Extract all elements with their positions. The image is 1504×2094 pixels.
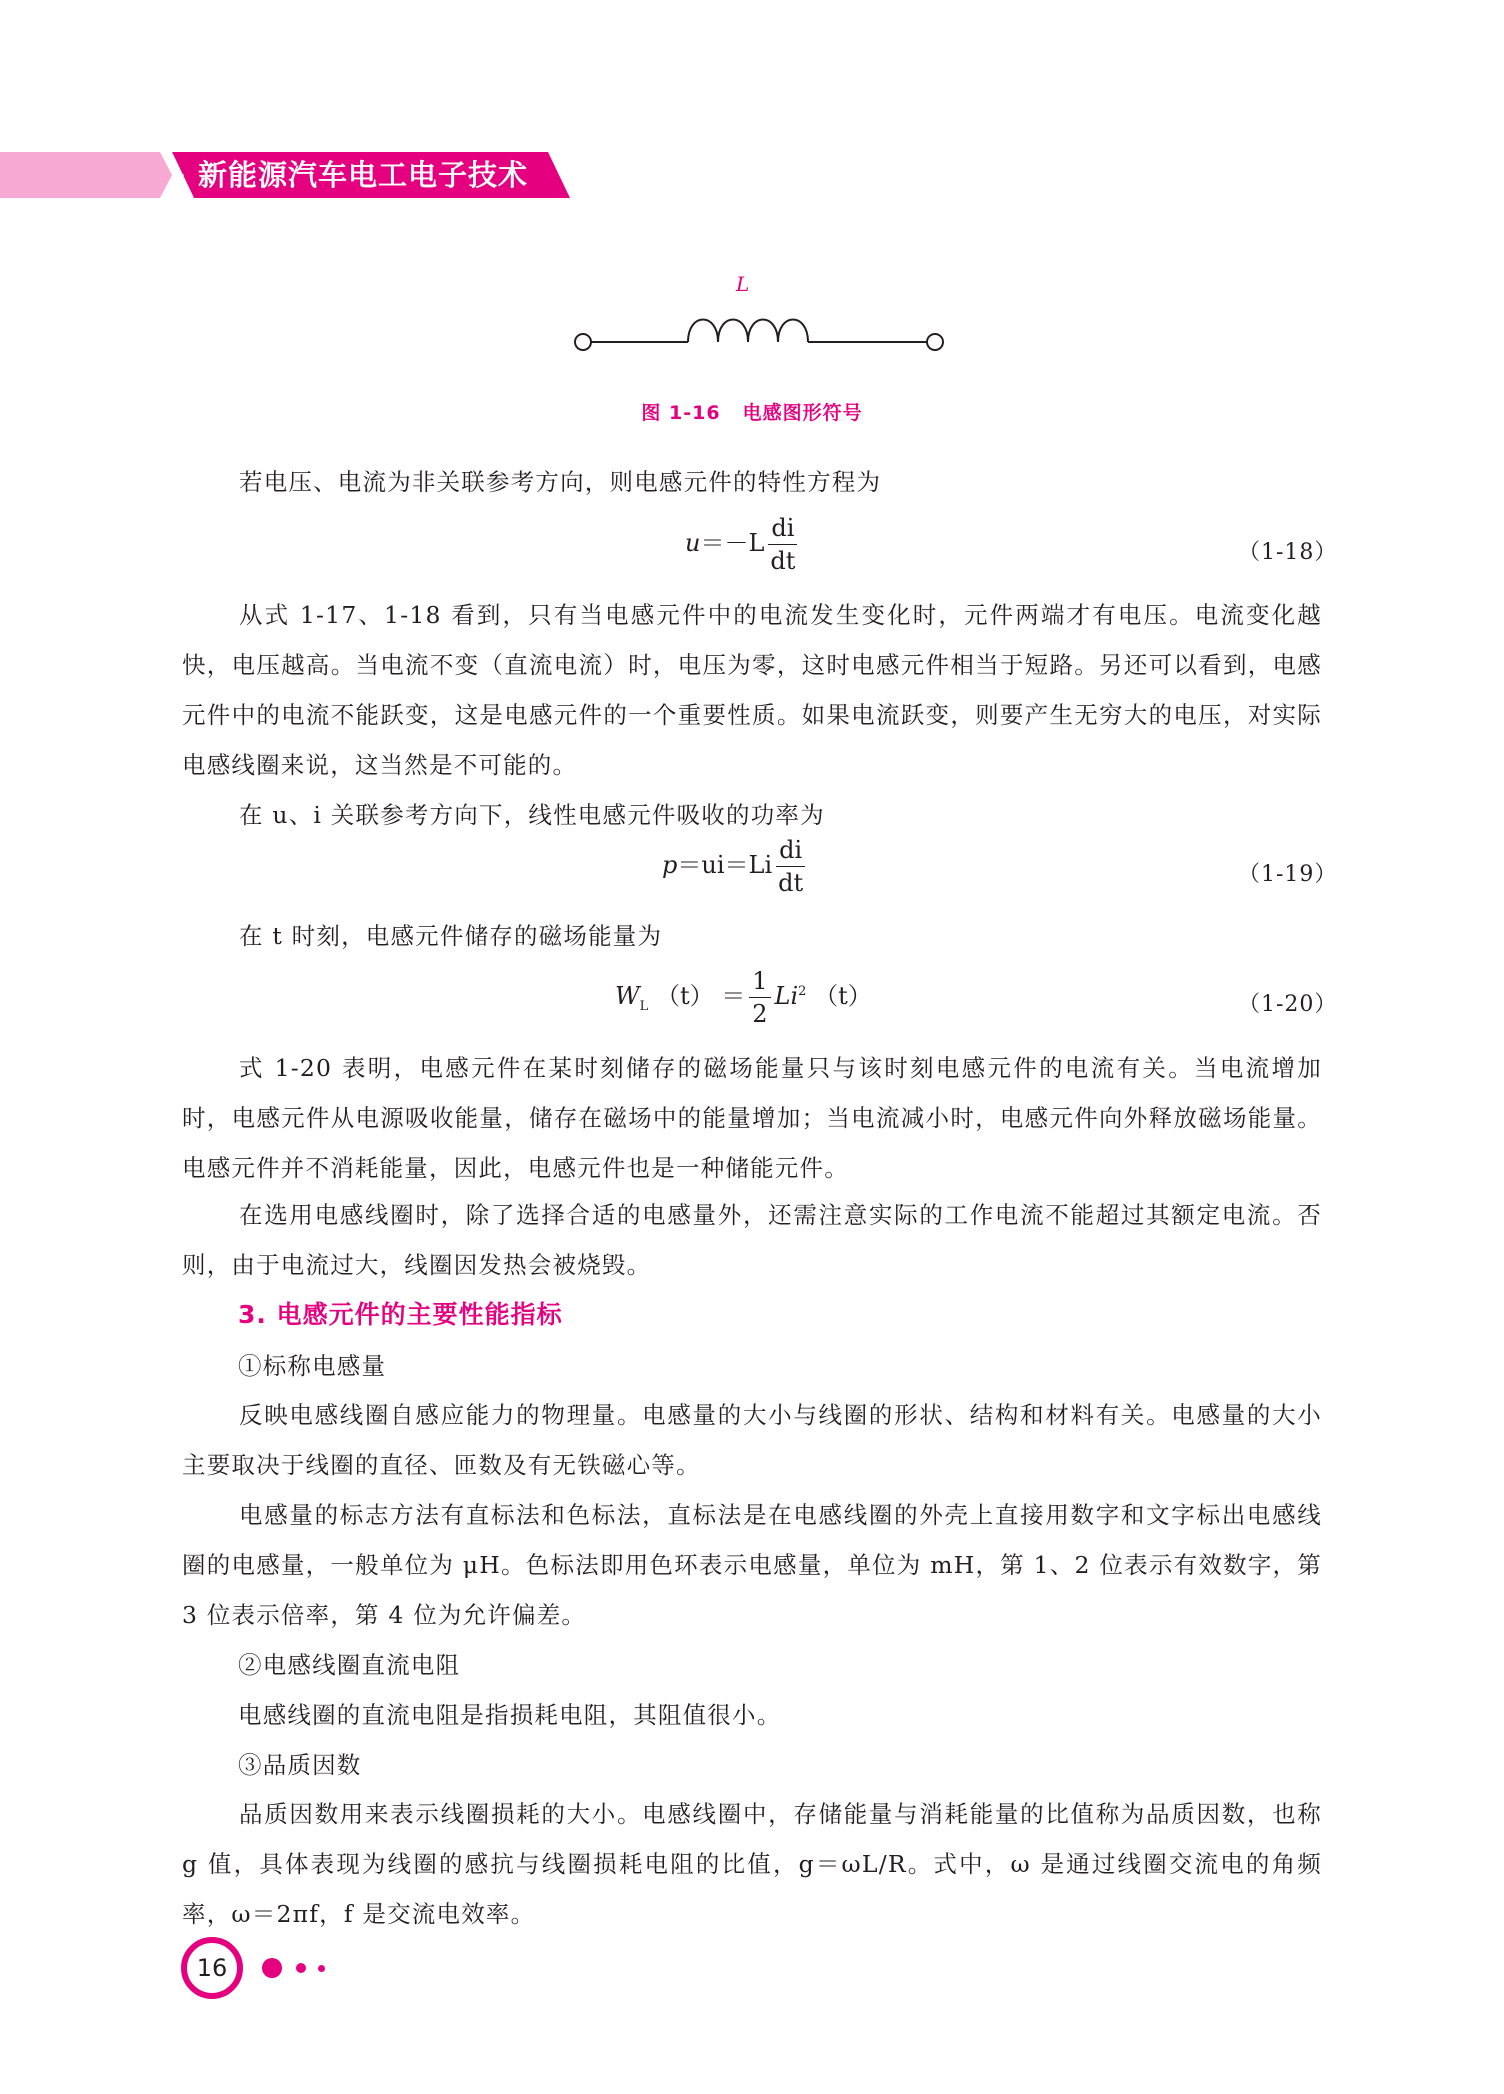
paragraph: 若电压、电流为非关联参考方向，则电感元件的特性方程为 [239, 468, 882, 496]
equation-1-19 [662, 834, 809, 899]
paragraph: 从式 1-17、1-18 看到，只有当电感元件中的电流发生变化时，元件两端才有电压。电流变化越快，电压越高。当电流不变（直流电流）时，电压为零，这时电感元件相当于短路。另还可以看到，电感元件中的电流不能跃变，这是电感元件的一个重要性质。如果电流跃变，则要产生无穷大的电压，对实际电感线圈来说，这当然是不可能的。 [182, 601, 1322, 779]
paragraph: 在 t 时刻，电感元件储存的磁场能量为 [239, 922, 663, 950]
numerator: di [776, 834, 805, 867]
paragraph: 电感线圈的直流电阻是指损耗电阻，其阻值很小。 [238, 1701, 782, 1729]
fraction [749, 965, 770, 1030]
equation-term: （t） [655, 982, 714, 1010]
paragraph: 在选用电感线圈时，除了选择合适的电感量外，还需注意实际的工作电流不能超过其额定电流。否则，由于电流过大，线圈因发热会被烧毁。 [182, 1201, 1322, 1279]
equation-1-20 [615, 965, 872, 1030]
equation-term: ＝ui＝Li [677, 851, 773, 879]
equation-term: Li [774, 982, 799, 1010]
section-heading: 3. 电感元件的主要性能指标 [238, 1300, 563, 1329]
figure-caption [0, 398, 1504, 425]
paragraph: 电感量的标志方法有直标法和色标法，直标法是在电感线圈的外壳上直接用数字和文字标出电感线圈的电感量，一般单位为 μH。色标法即用色环表示电感量，单位为 mH，第 1、2 位表示有效数字，第 3 位表示倍率，第 4 位为允许偏差。 [182, 1501, 1322, 1629]
item-title: ①标称电感量 [238, 1352, 387, 1380]
fraction [768, 512, 797, 577]
equation-superscript: 2 [798, 984, 807, 999]
equation-subscript: L [639, 998, 649, 1014]
decorative-dot [318, 1965, 325, 1972]
equation-number: （1-20） [1238, 992, 1338, 1017]
numerator: 1 [749, 965, 770, 998]
equation-number: （1-18） [1238, 540, 1338, 565]
inductor-symbol [560, 265, 960, 365]
denominator: dt [778, 869, 804, 897]
item-title: ③品质因数 [238, 1751, 362, 1779]
equation-term: ＝－L [700, 529, 765, 557]
equation-term: W [615, 982, 640, 1010]
paragraph: 在 u、i 关联参考方向下，线性电感元件吸收的功率为 [239, 801, 825, 829]
fraction [776, 834, 805, 899]
denominator: dt [770, 547, 796, 575]
equation-number: （1-19） [1238, 862, 1338, 887]
decorative-dot [262, 1958, 282, 1978]
page-number: 16 [181, 1937, 243, 1999]
equation-term: p [662, 851, 678, 879]
numerator: di [768, 512, 797, 545]
equation-1-18 [685, 512, 801, 577]
inductor-label: L [736, 272, 750, 296]
equation-term: ＝ [721, 982, 746, 1010]
denominator: 2 [752, 1000, 768, 1028]
paragraph: 式 1-20 表明，电感元件在某时刻储存的磁场能量只与该时刻电感元件的电流有关。当电流增加时，电感元件从电源吸收能量，储存在磁场中的能量增加；当电流减小时，电感元件向外释放磁场能量。电感元件并不消耗能量，因此，电感元件也是一种储能元件。 [182, 1054, 1322, 1182]
book-title: 新能源汽车电工电子技术 [198, 158, 529, 192]
decorative-dot [296, 1963, 306, 1973]
figure-title: 电感图形符号 [742, 402, 863, 424]
equation-term: （t） [814, 982, 872, 1010]
figure-number: 图 1-16 [641, 402, 721, 424]
item-title: ②电感线圈直流电阻 [238, 1651, 461, 1679]
equation-term: u [685, 529, 701, 557]
paragraph: 品质因数用来表示线圈损耗的大小。电感线圈中，存储能量与消耗能量的比值称为品质因数，也称 g 值，具体表现为线圈的感抗与线圈损耗电阻的比值，g＝ωL/R。式中，ω 是通过线圈交流电的角频率，ω＝2πf，f 是交流电效率。 [182, 1800, 1322, 1928]
paragraph: 反映电感线圈自感应能力的物理量。电感量的大小与线圈的形状、结构和材料有关。电感量的大小主要取决于线圈的直径、匝数及有无铁磁心等。 [182, 1401, 1322, 1479]
